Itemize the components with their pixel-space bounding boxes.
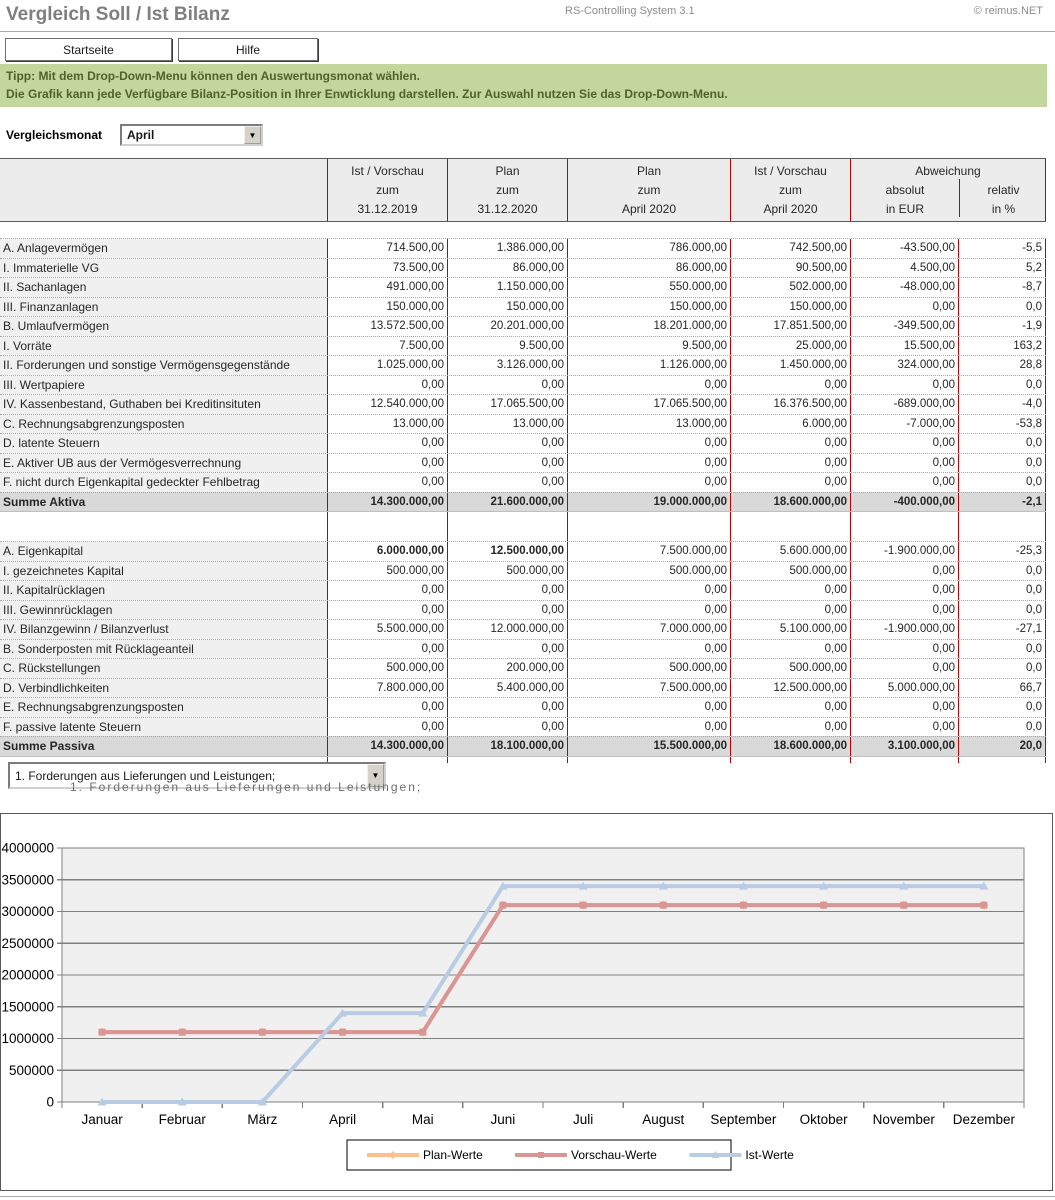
header-relativ <box>959 179 1047 217</box>
row-value: 0,0 <box>958 659 1046 678</box>
row-value: 17.065.500,00 <box>567 395 730 414</box>
row-value: 150.000,00 <box>730 298 850 317</box>
row-value: 0,00 <box>850 581 958 600</box>
svg-text:Plan-Werte: Plan-Werte <box>423 1148 483 1162</box>
table-row <box>0 375 1046 395</box>
balance-table-body <box>0 238 1046 763</box>
row-value: 7.500.000,00 <box>567 542 730 561</box>
row-value: 5.400.000,00 <box>447 679 567 698</box>
row-value: 7.500.000,00 <box>567 679 730 698</box>
table-row <box>0 600 1046 620</box>
row-value: 0,00 <box>850 454 958 473</box>
row-value: 14.300.000,00 <box>327 737 447 756</box>
row-value: 0,0 <box>958 473 1046 492</box>
position-dropdown-value: 1. Forderungen aus Lieferungen und Leistungen; <box>15 768 276 783</box>
row-value: 13.572.500,00 <box>327 317 447 336</box>
row-value: 0,00 <box>567 718 730 737</box>
row-value: 0,0 <box>958 581 1046 600</box>
row-value <box>850 512 958 541</box>
row-value: 13.000,00 <box>447 415 567 434</box>
row-value: 12.500.000,00 <box>447 542 567 561</box>
row-value: -349.500,00 <box>850 317 958 336</box>
row-value: -400.000,00 <box>850 493 958 512</box>
row-label: A. Anlagevermögen <box>0 239 327 258</box>
row-value: 1.126.000,00 <box>567 356 730 375</box>
table-row <box>0 258 1046 278</box>
row-value <box>730 512 850 541</box>
row-value <box>447 757 567 763</box>
svg-text:November: November <box>872 1112 935 1127</box>
table-row <box>0 336 1046 356</box>
row-value: 0,0 <box>958 376 1046 395</box>
row-label: I. Vorräte <box>0 337 327 356</box>
table-row <box>0 541 1046 561</box>
row-value: 150.000,00 <box>447 298 567 317</box>
row-value: 0,00 <box>850 473 958 492</box>
row-value: 6.000.000,00 <box>327 542 447 561</box>
row-value: -1,9 <box>958 317 1046 336</box>
svg-text:0: 0 <box>46 1094 54 1110</box>
svg-text:1000000: 1000000 <box>1 1031 54 1046</box>
row-value: 200.000,00 <box>447 659 567 678</box>
row-value: 0,00 <box>447 454 567 473</box>
bottom-divider <box>0 1196 1055 1197</box>
header-relativ-line1: relativ <box>987 183 1020 197</box>
row-value: 0,00 <box>327 581 447 600</box>
table-row <box>0 453 1046 473</box>
row-value: 1.450.000,00 <box>730 356 850 375</box>
row-value: 0,00 <box>730 434 850 453</box>
header-abweichung <box>850 159 1046 221</box>
row-value <box>958 757 1046 763</box>
row-value <box>567 512 730 541</box>
row-value: 0,00 <box>850 434 958 453</box>
row-value: 324.000,00 <box>850 356 958 375</box>
row-label: I. Immaterielle VG <box>0 259 327 278</box>
row-value <box>327 512 447 541</box>
chart-container <box>0 813 1053 1191</box>
table-row <box>0 277 1046 297</box>
row-value: 150.000,00 <box>327 298 447 317</box>
row-label: II. Kapitalrücklagen <box>0 581 327 600</box>
table-row <box>0 394 1046 414</box>
table-row <box>0 433 1046 453</box>
row-value: 17.065.500,00 <box>447 395 567 414</box>
row-value: 0,00 <box>850 562 958 581</box>
row-value: -53,8 <box>958 415 1046 434</box>
header-absolut-line1: absolut <box>885 183 925 197</box>
row-value: 17.851.500,00 <box>730 317 850 336</box>
row-value: 3.126.000,00 <box>447 356 567 375</box>
header-col-3: Plan zum April 2020 <box>567 159 730 221</box>
row-value: -2,1 <box>958 493 1046 512</box>
row-value: -48.000,00 <box>850 278 958 297</box>
chevron-down-icon[interactable]: ▼ <box>367 764 384 787</box>
svg-text:April: April <box>329 1112 357 1127</box>
row-value <box>730 757 850 763</box>
tip-box <box>0 64 1047 107</box>
row-value: 0,00 <box>567 473 730 492</box>
svg-text:Dezember: Dezember <box>952 1112 1016 1127</box>
row-value: 16.376.500,00 <box>730 395 850 414</box>
row-value: -7.000,00 <box>850 415 958 434</box>
month-dropdown[interactable] <box>120 124 263 146</box>
row-value: 5.500.000,00 <box>327 620 447 639</box>
row-value: 0,0 <box>958 298 1046 317</box>
table-row <box>0 697 1046 717</box>
row-label: F. nicht durch Eigenkapital gedeckter Fehlbetrag <box>0 473 327 492</box>
table-row <box>0 561 1046 581</box>
row-value: -25,3 <box>958 542 1046 561</box>
row-value: -8,7 <box>958 278 1046 297</box>
position-label-clipped: 1. Forderungen aus Lieferungen und Leistungen; <box>70 780 423 794</box>
row-label: Summe Passiva <box>3 739 95 754</box>
row-label: E. Aktiver UB aus der Vermögesverrechnung <box>0 454 327 473</box>
row-value: 0,00 <box>567 454 730 473</box>
header-absolut <box>851 179 959 217</box>
row-value <box>958 512 1046 541</box>
row-value: 28,8 <box>958 356 1046 375</box>
row-label: IV. Bilanzgewinn / Bilanzverlust <box>0 620 327 639</box>
row-value: 0,00 <box>567 601 730 620</box>
row-value: 0,00 <box>447 698 567 717</box>
row-value: 0,00 <box>447 376 567 395</box>
header-col-1: Ist / Vorschau zum 31.12.2019 <box>327 159 447 221</box>
row-value: 9.500,00 <box>447 337 567 356</box>
row-value: 12.000.000,00 <box>447 620 567 639</box>
row-value: 0,0 <box>958 718 1046 737</box>
row-value: -43.500,00 <box>850 239 958 258</box>
row-value: 86.000,00 <box>447 259 567 278</box>
tip-line-2: Die Grafik kann jede Verfügbare Bilanz-Position in Ihrer Enwticklung darstellen. Zur Auswahl nutzen Sie das Drop-Down-Menu. <box>6 87 728 101</box>
row-value: 7.000.000,00 <box>567 620 730 639</box>
row-value: 18.201.000,00 <box>567 317 730 336</box>
row-value: 0,00 <box>850 640 958 659</box>
row-value <box>447 512 567 541</box>
row-value: 5.000.000,00 <box>850 679 958 698</box>
header-absolut-line2: in EUR <box>885 202 924 216</box>
row-label: B. Sonderposten mit Rücklageanteil <box>0 640 327 659</box>
row-label: E. Rechnungsabgrenzungsposten <box>0 698 327 717</box>
header-col-4: Ist / Vorschau zum April 2020 <box>730 159 850 221</box>
row-value: 12.540.000,00 <box>327 395 447 414</box>
row-value <box>567 757 730 763</box>
row-label: B. Umlaufvermögen <box>0 317 327 336</box>
row-value: 4.500,00 <box>850 259 958 278</box>
summe-aktiva-row <box>0 492 1046 513</box>
row-value: 0,00 <box>447 640 567 659</box>
section-gap <box>0 512 1046 541</box>
month-dropdown-value: April <box>127 128 155 142</box>
row-value: 786.000,00 <box>567 239 730 258</box>
table-row <box>0 619 1046 639</box>
startseite-button[interactable]: Startseite <box>5 38 172 61</box>
row-value: 502.000,00 <box>730 278 850 297</box>
table-row <box>0 639 1046 659</box>
row-value: 0,00 <box>850 659 958 678</box>
row-value: 0,00 <box>567 640 730 659</box>
row-value: 0,0 <box>958 640 1046 659</box>
row-value: 0,00 <box>850 698 958 717</box>
row-label: D. latente Steuern <box>0 434 327 453</box>
row-value: 0,00 <box>327 718 447 737</box>
row-label: III. Finanzanlagen <box>0 298 327 317</box>
row-label: Summe Aktiva <box>3 494 86 509</box>
row-value: 0,00 <box>567 698 730 717</box>
row-value: 0,00 <box>447 581 567 600</box>
row-label: III. Wertpapiere <box>0 376 327 395</box>
svg-text:3000000: 3000000 <box>1 904 54 919</box>
svg-text:3500000: 3500000 <box>1 872 54 888</box>
row-value: 12.500.000,00 <box>730 679 850 698</box>
row-value: 0,00 <box>850 298 958 317</box>
row-value: 9.500,00 <box>567 337 730 356</box>
row-value: 5.100.000,00 <box>730 620 850 639</box>
row-value: 742.500,00 <box>730 239 850 258</box>
row-label: II. Sachanlagen <box>0 278 327 297</box>
table-row <box>0 355 1046 375</box>
row-value: 0,0 <box>958 434 1046 453</box>
row-value: 13.000,00 <box>567 415 730 434</box>
row-value: 15.500,00 <box>850 337 958 356</box>
row-value: 1.386.000,00 <box>447 239 567 258</box>
row-label: C. Rückstellungen <box>0 659 327 678</box>
table-row <box>0 658 1046 678</box>
row-value: 0,00 <box>567 581 730 600</box>
tip-line-1: Tipp: Mit dem Drop-Down-Menu können den Auswertungsmonat wählen. <box>6 69 420 83</box>
svg-text:Juli: Juli <box>572 1112 594 1127</box>
row-value: 0,00 <box>730 640 850 659</box>
row-value: 1.150.000,00 <box>447 278 567 297</box>
row-label <box>0 512 327 541</box>
row-value <box>850 757 958 763</box>
hilfe-button[interactable]: Hilfe <box>178 38 318 61</box>
row-value: -27,1 <box>958 620 1046 639</box>
row-value: -5,5 <box>958 239 1046 258</box>
row-value: 714.500,00 <box>327 239 447 258</box>
table-spacer <box>0 222 1046 238</box>
table-row <box>0 717 1046 737</box>
row-value: 0,00 <box>730 473 850 492</box>
row-label: A. Eigenkapital <box>0 542 327 561</box>
chevron-down-icon[interactable]: ▼ <box>244 126 261 144</box>
row-value: 0,00 <box>730 601 850 620</box>
svg-text:Oktober: Oktober <box>799 1112 848 1127</box>
row-value: 0,0 <box>958 562 1046 581</box>
copyright: © reimus.NET <box>973 5 1043 17</box>
row-value: 20,0 <box>958 737 1046 756</box>
row-value: 18.600.000,00 <box>730 737 850 756</box>
row-value: 6.000,00 <box>730 415 850 434</box>
row-value: 0,00 <box>850 601 958 620</box>
table-row <box>0 678 1046 698</box>
row-value: 500.000,00 <box>730 659 850 678</box>
header-abweichung-title: Abweichung <box>915 164 981 178</box>
row-value: 0,00 <box>447 473 567 492</box>
app-name: RS-Controlling System 3.1 <box>565 5 695 17</box>
svg-text:2000000: 2000000 <box>1 967 54 983</box>
row-value: 0,00 <box>730 698 850 717</box>
row-value: 5,2 <box>958 259 1046 278</box>
row-value: 150.000,00 <box>567 298 730 317</box>
row-value: 18.600.000,00 <box>730 493 850 512</box>
row-label: III. Gewinnrücklagen <box>0 601 327 620</box>
row-value: 19.000.000,00 <box>567 493 730 512</box>
row-value: 491.000,00 <box>327 278 447 297</box>
summe-passiva-row <box>0 736 1046 757</box>
row-value: 0,00 <box>730 454 850 473</box>
row-value: 0,00 <box>447 434 567 453</box>
balance-position-chart <box>1 814 1052 1190</box>
row-value: 550.000,00 <box>567 278 730 297</box>
table-row <box>0 316 1046 336</box>
balance-table <box>0 158 1046 763</box>
row-value: 0,00 <box>730 718 850 737</box>
row-value: 163,2 <box>958 337 1046 356</box>
row-value: 0,00 <box>327 454 447 473</box>
row-value: 0,00 <box>730 376 850 395</box>
svg-text:September: September <box>710 1112 777 1127</box>
row-label: C. Rechnungsabgrenzungsposten <box>0 415 327 434</box>
row-value: 500.000,00 <box>327 659 447 678</box>
row-value: 0,00 <box>850 376 958 395</box>
row-label: I. gezeichnetes Kapital <box>0 562 327 581</box>
row-value: 0,00 <box>327 601 447 620</box>
svg-text:500000: 500000 <box>8 1062 54 1078</box>
row-value: 500.000,00 <box>567 659 730 678</box>
svg-text:Januar: Januar <box>81 1112 123 1127</box>
row-value: 0,00 <box>327 376 447 395</box>
row-value: 0,00 <box>327 473 447 492</box>
row-value: -689.000,00 <box>850 395 958 414</box>
row-value: 5.600.000,00 <box>730 542 850 561</box>
header-col-2: Plan zum 31.12.2020 <box>447 159 567 221</box>
svg-text:März: März <box>247 1112 278 1127</box>
row-label: IV. Kassenbestand, Guthaben bei Kreditinsituten <box>0 395 327 414</box>
row-value: 90.500,00 <box>730 259 850 278</box>
svg-text:Mai: Mai <box>411 1112 434 1127</box>
row-label: F. passive latente Steuern <box>0 718 327 737</box>
row-label: II. Forderungen und sonstige Vermögensgegenstände <box>0 356 327 375</box>
row-value: 500.000,00 <box>730 562 850 581</box>
row-value: 0,0 <box>958 698 1046 717</box>
row-value: 500.000,00 <box>447 562 567 581</box>
row-value: 0,0 <box>958 601 1046 620</box>
table-row <box>0 472 1046 492</box>
table-row <box>0 414 1046 434</box>
row-value: 0,00 <box>850 718 958 737</box>
svg-text:4000000: 4000000 <box>1 840 54 856</box>
row-value: -4,0 <box>958 395 1046 414</box>
row-value: 0,00 <box>567 434 730 453</box>
row-value: 21.600.000,00 <box>447 493 567 512</box>
row-value: -1.900.000,00 <box>850 620 958 639</box>
svg-text:Juni: Juni <box>490 1112 516 1127</box>
svg-text:Februar: Februar <box>158 1112 206 1127</box>
svg-text:Ist-Werte: Ist-Werte <box>745 1148 794 1162</box>
row-value: 500.000,00 <box>567 562 730 581</box>
row-value: 0,00 <box>567 376 730 395</box>
month-selector-label: Vergleichsmonat <box>6 128 103 142</box>
row-value: 15.500.000,00 <box>567 737 730 756</box>
row-value: 73.500,00 <box>327 259 447 278</box>
title-divider <box>0 31 1055 32</box>
row-value: 7.500,00 <box>327 337 447 356</box>
svg-text:August: August <box>642 1112 685 1127</box>
row-value: 0,00 <box>447 718 567 737</box>
row-label: D. Verbindlichkeiten <box>0 679 327 698</box>
table-row <box>0 580 1046 600</box>
balance-table-header <box>0 158 1046 222</box>
row-value: 14.300.000,00 <box>327 493 447 512</box>
svg-text:2500000: 2500000 <box>1 935 54 951</box>
table-row <box>0 297 1046 317</box>
row-value: 25.000,00 <box>730 337 850 356</box>
row-value: 66,7 <box>958 679 1046 698</box>
svg-text:1500000: 1500000 <box>1 999 54 1015</box>
row-value: 0,00 <box>447 601 567 620</box>
row-value: 86.000,00 <box>567 259 730 278</box>
row-value: 0,0 <box>958 454 1046 473</box>
row-value: 7.800.000,00 <box>327 679 447 698</box>
table-row <box>0 238 1046 258</box>
row-value: -1.900.000,00 <box>850 542 958 561</box>
svg-text:Vorschau-Werte: Vorschau-Werte <box>571 1148 657 1162</box>
row-value: 0,00 <box>730 581 850 600</box>
row-value: 1.025.000,00 <box>327 356 447 375</box>
row-value: 0,00 <box>327 698 447 717</box>
row-value: 20.201.000,00 <box>447 317 567 336</box>
header-empty-cell <box>0 159 327 221</box>
row-value: 13.000,00 <box>327 415 447 434</box>
page-title: Vergleich Soll / Ist Bilanz <box>6 4 230 25</box>
row-value: 3.100.000,00 <box>850 737 958 756</box>
row-value: 18.100.000,00 <box>447 737 567 756</box>
row-value: 500.000,00 <box>327 562 447 581</box>
header-relativ-line2: in % <box>991 202 1016 216</box>
row-value: 0,00 <box>327 434 447 453</box>
row-value: 0,00 <box>327 640 447 659</box>
